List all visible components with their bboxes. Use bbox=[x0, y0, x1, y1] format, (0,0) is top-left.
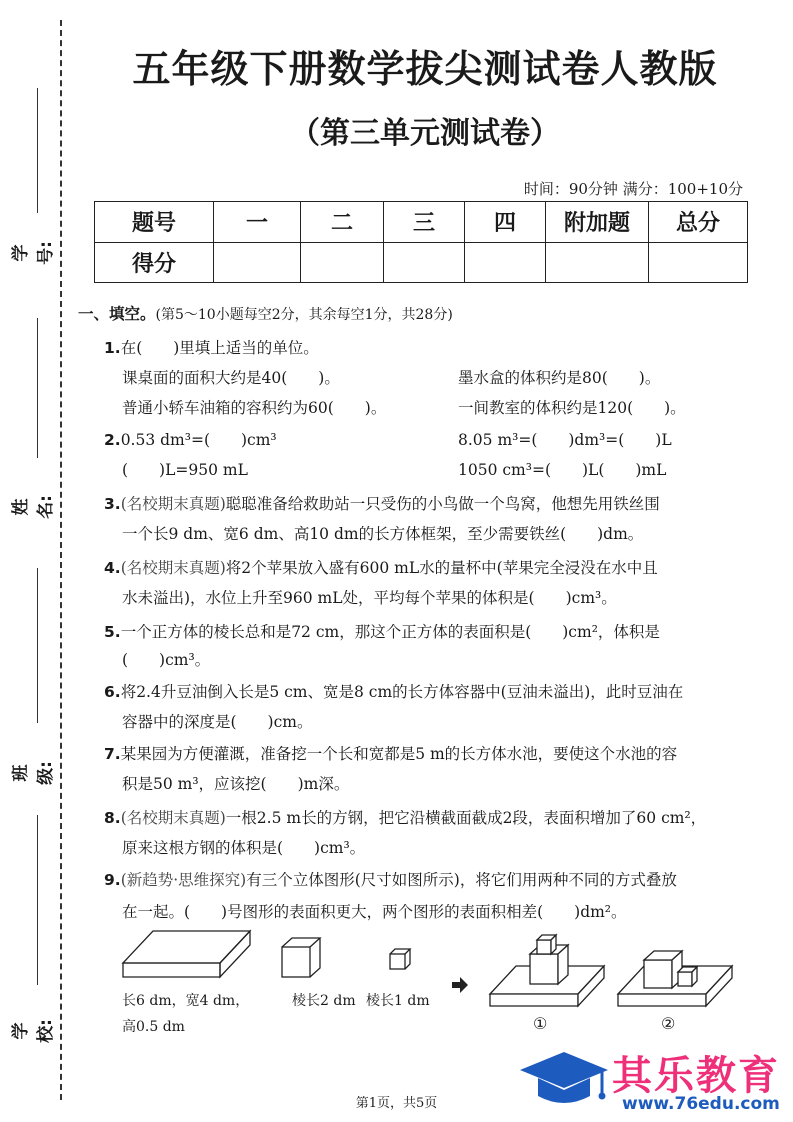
question-number: 2. bbox=[104, 431, 121, 449]
page-title: 五年级下册数学拔尖测试卷人教版 bbox=[132, 47, 718, 91]
section-note: (第5～10小题每空2分，其余每空1分，共28分) bbox=[155, 307, 453, 323]
q2-item-c: ( )L=950 mL bbox=[122, 461, 248, 479]
fig1-caption-2: 高0.5 dm bbox=[122, 1019, 185, 1035]
score-header-cell: 附加题 bbox=[546, 202, 649, 243]
question-text: 某果园为方便灌溉，准备挖一个长和宽都是5 m的长方体水池，要使这个水池的容 bbox=[120, 745, 678, 763]
question-5 bbox=[104, 622, 660, 642]
section-heading bbox=[78, 304, 453, 325]
brand-name: 其乐教育 bbox=[612, 1053, 780, 1099]
stack-figure-1-label: ① bbox=[533, 1014, 548, 1033]
question-number: 4. bbox=[104, 559, 121, 577]
score-input-cell[interactable] bbox=[649, 242, 748, 283]
q1-item-a: 课桌面的面积大约是40( )。 bbox=[122, 369, 340, 387]
question-text-cont: 一个长9 dm、宽6 dm、高10 dm的长方体框架，至少需要铁丝( )dm。 bbox=[122, 525, 644, 543]
section-title: 一、填空。 bbox=[78, 305, 156, 323]
question-tag: (新趋势·思维探究) bbox=[120, 871, 247, 889]
q1-item-c: 普通小轿车油箱的容积约为60( )。 bbox=[122, 399, 387, 417]
page-subtitle: （第三单元测试卷） bbox=[290, 116, 560, 151]
question-text-cont: 积是50 m³，应该挖( )m深。 bbox=[122, 775, 350, 793]
question-text: 一根2.5 m长的方钢，把它沿横截面截成2段，表面积增加了60 cm²， bbox=[225, 809, 707, 827]
question-tag: (名校期末真题) bbox=[120, 559, 226, 577]
page-number: 第1页，共5页 bbox=[355, 1096, 438, 1111]
question-3 bbox=[104, 494, 660, 514]
cube-2dm-figure bbox=[278, 935, 328, 980]
brand-url: www.76edu.com bbox=[622, 1094, 780, 1114]
score-header-cell: 三 bbox=[384, 202, 465, 243]
score-input-cell[interactable] bbox=[384, 242, 465, 283]
school-field[interactable] bbox=[37, 815, 38, 985]
question-number: 1. bbox=[104, 339, 121, 357]
q1-item-b: 墨水盒的体积约是80( )。 bbox=[458, 369, 661, 387]
score-input-cell[interactable] bbox=[301, 242, 384, 283]
question-2 bbox=[104, 430, 277, 450]
q1-item-d: 一间教室的体积约是120( )。 bbox=[458, 399, 686, 417]
student-id-label: 学号: bbox=[11, 241, 56, 265]
class-field[interactable] bbox=[37, 568, 38, 723]
binding-dashed-line bbox=[60, 20, 62, 1100]
question-text: 将2.4升豆油倒入长是5 cm、宽是8 cm的长方体容器中(豆油未溢出)，此时豆油在 bbox=[120, 683, 684, 701]
question-text-cont: 容器中的深度是( )cm。 bbox=[122, 713, 313, 731]
score-header-cell: 二 bbox=[301, 202, 384, 243]
question-text: 在( )里填上适当的单位。 bbox=[120, 339, 319, 357]
score-table-score-row bbox=[95, 242, 748, 283]
school-label: 学校: bbox=[11, 1019, 56, 1043]
score-table bbox=[94, 201, 748, 283]
flat-cuboid-figure bbox=[118, 925, 253, 985]
q2-item-a: 0.53 dm³=( )cm³ bbox=[120, 431, 277, 449]
fig3-caption: 棱长1 dm bbox=[366, 993, 430, 1009]
question-text: 一个正方体的棱长总和是72 cm，那这个正方体的表面积是( )cm²，体积是 bbox=[120, 623, 660, 641]
class-label: 班级: bbox=[11, 761, 56, 785]
question-6 bbox=[104, 682, 683, 702]
question-9 bbox=[104, 870, 677, 890]
stack-figure-2 bbox=[614, 946, 736, 1012]
question-7 bbox=[104, 744, 677, 764]
stack-figure-1 bbox=[486, 932, 608, 1012]
question-8 bbox=[104, 808, 706, 828]
question-1 bbox=[104, 338, 319, 358]
question-number: 7. bbox=[104, 745, 121, 763]
question-tag: (名校期末真题) bbox=[120, 809, 226, 827]
score-header-cell: 题号 bbox=[95, 202, 214, 243]
name-field[interactable] bbox=[37, 318, 38, 458]
name-label: 姓名: bbox=[11, 495, 56, 519]
question-text-cont: ( )cm³。 bbox=[122, 651, 211, 669]
question-4 bbox=[104, 558, 658, 578]
question-number: 8. bbox=[104, 809, 121, 827]
score-header-cell: 总分 bbox=[649, 202, 748, 243]
score-input-cell[interactable] bbox=[214, 242, 301, 283]
score-header-cell: 四 bbox=[465, 202, 546, 243]
q2-item-b: 8.05 m³=( )dm³=( )L bbox=[458, 431, 672, 449]
time-info: 时间：90分钟 满分：100+10分 bbox=[523, 180, 743, 198]
question-text-cont: 原来这根方钢的体积是( )cm³。 bbox=[122, 839, 366, 857]
question-number: 3. bbox=[104, 495, 121, 513]
stack-figure-2-label: ② bbox=[661, 1014, 676, 1033]
score-input-cell[interactable] bbox=[546, 242, 649, 283]
student-id-field[interactable] bbox=[37, 88, 38, 213]
question-text-cont: 水未溢出)，水位上升至960 mL处，平均每个苹果的体积是( )cm³。 bbox=[122, 589, 617, 607]
question-tag: (名校期末真题) bbox=[120, 495, 226, 513]
fig2-caption: 棱长2 dm bbox=[292, 993, 356, 1009]
question-text: 聪聪准备给救助站一只受伤的小鸟做一个鸟窝，他想先用铁丝围 bbox=[225, 495, 660, 513]
arrow-right-icon bbox=[450, 975, 470, 995]
question-number: 6. bbox=[104, 683, 121, 701]
brand-watermark[interactable] bbox=[512, 1040, 787, 1120]
question-number: 9. bbox=[104, 871, 121, 889]
fig1-caption: 长6 dm，宽4 dm， bbox=[122, 993, 250, 1009]
question-text: 有三个立体图形(尺寸如图所示)，将它们用两种不同的方式叠放 bbox=[246, 871, 677, 889]
question-number: 5. bbox=[104, 623, 121, 641]
score-input-cell[interactable] bbox=[465, 242, 546, 283]
score-header-cell: 一 bbox=[214, 202, 301, 243]
question-text: 将2个苹果放入盛有600 mL水的量杯中(苹果完全浸没在水中且 bbox=[225, 559, 658, 577]
graduation-cap-icon bbox=[512, 1046, 612, 1116]
cube-1dm-figure bbox=[386, 945, 416, 973]
question-text-cont: 在一起。( )号图形的表面积更大，两个图形的表面积相差( )dm²。 bbox=[122, 903, 627, 921]
q2-item-d: 1050 cm³=( )L( )mL bbox=[458, 461, 667, 479]
score-table-header-row bbox=[95, 202, 748, 243]
score-row-label: 得分 bbox=[95, 242, 214, 283]
